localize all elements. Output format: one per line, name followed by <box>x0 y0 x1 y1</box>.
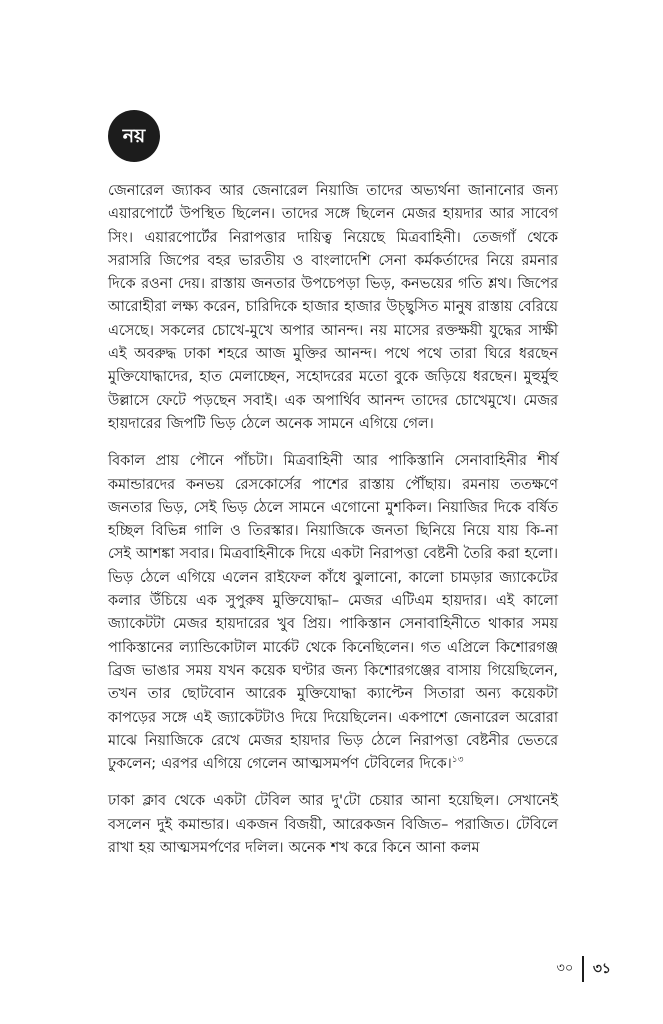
chapter-number-label: নয় <box>122 124 146 147</box>
paragraph-text: ঢাকা ক্লাব থেকে একটা টেবিল আর দু'টো চেয়ার আনা হয়েছিল। সেখানেই বসলেন দুই কমান্ডার। একজন বিজয়ী, আরেকজন বিজিত– পরাজিত। টেবিলে রাখা হয় আত্মসমর্পণের দলিল। অনেক শখ করে কিনে আনা কলম <box>108 793 558 857</box>
footnote-marker[interactable]: ১৩ <box>451 755 464 766</box>
chapter-number-badge <box>108 110 160 162</box>
paragraph <box>108 790 558 860</box>
paragraph-text: বিকাল প্রায় পৌনে পাঁচটা। মিত্রবাহিনী আর পাকিস্তানি সেনাবাহিনীর শীর্ষ কমান্ডারদের কনভয় রেসকোর্সের পাশের রাস্তায় পৌঁছায়। রমনায় ততক্ষণে জনতার ভিড়, সেই ভিড় ঠেলে সামনে এগোনো মুশকিল। নিয়াজির দিকে বর্ষিত হচ্ছিল বিভিন্ন গালি ও তিরস্কার। নিয়াজিকে জনতা ছিনিয়ে নিয়ে যায় কি-না সেই আশঙ্কা সবার। মিত্রবাহিনীকে দিয়ে একটা নিরাপত্তা বেষ্টনী তৈরি করা হলো। ভিড় ঠেলে এগিয়ে এলেন রাইফেল কাঁধে ঝুলানো, কালো চামড়ার জ্যাকেটের কলার উঁচিয়ে এক সুপুরুষ মুক্তিযোদ্ধা– মেজর এটিএম হায়দার। এই কালো জ্যাকেটটা মেজর হায়দারের খুব প্রিয়। পাকিস্তান সেনাবাহিনীতে থাকার সময় পাকিস্তানের ল্যান্ডিকোটাল মার্কেট থেকে কিনেছিলেন। গত এপ্রিলে কিশোরগঞ্জ ব্রিজ ভাঙার সময় যখন কয়েক ঘণ্টার জন্য কিশোরগঞ্জের বাসায় গিয়েছিলেন, তখন তার ছোটবোন আরেক মুক্তিযোদ্ধা ক্যাপ্টেন সিতারা অন্য কয়েকটা কাপড়ের সঙ্গে এই জ্যাকেটটাও দিয়ে দিয়েছিলেন। একপাশে জেনারেল অরোরা মাঝে নিয়াজিকে রেখে মেজর হায়দার ভিড় ঠেলে নিরাপত্তা বেষ্টনীর ভেতরে ঢুকলেন; এরপর এগিয়ে গেলেন আত্মসমর্পণ টেবিলের দিকে। <box>108 453 558 773</box>
left-page-number: ৩০ <box>556 960 574 976</box>
right-page-number: ৩১ <box>592 961 611 977</box>
paragraph <box>108 450 558 776</box>
paragraph <box>108 180 558 436</box>
chapter-body <box>108 180 558 874</box>
paragraph-text: জেনারেল জ্যাকব আর জেনারেল নিয়াজি তাদের অভ্যর্থনা জানানোর জন্য এয়ারপোর্টে উপস্থিত ছিলেন। তাদের সঙ্গে ছিলেন মেজর হায়দার আর সাবেগ সিং। এয়ারপোর্টের নিরাপত্তার দায়িত্ব নিয়েছে মিত্রবাহিনী। তেজগাঁ থেকে সরাসরি জিপের বহর ভারতীয় ও বাংলাদেশি সেনা কর্মকর্তাদের নিয়ে রমনার দিকে রওনা দেয়। রাস্তায় জনতার উপচেপড়া ভিড়, কনভয়ের গতি শ্লথ। জিপের আরোহীরা লক্ষ্য করেন, চারিদিকে হাজার হাজার উচ্ছ্বসিত মানুষ রাস্তায় বেরিয়ে এসেছে। সকলের চোখে-মুখে অপার আনন্দ। নয় মাসের রক্তক্ষয়ী যুদ্ধের সাক্ষী এই অবরুদ্ধ ঢাকা শহরে আজ মুক্তির আনন্দ। পথে পথে তারা ঘিরে ধরছেন মুক্তিযোদ্ধাদের, হাত মেলাচ্ছেন, সহোদরের মতো বুকে জড়িয়ে ধরছেন। মুহুর্মুহু উল্লাসে ফেটে পড়ছেন সবাই। এক অপার্থিব আনন্দ তাদের চোখেমুখে। মেজর হায়দারের জিপটি ভিড় ঠেলে অনেক সামনে এগিয়ে গেল। <box>108 183 558 432</box>
page-number-footer <box>556 956 611 982</box>
